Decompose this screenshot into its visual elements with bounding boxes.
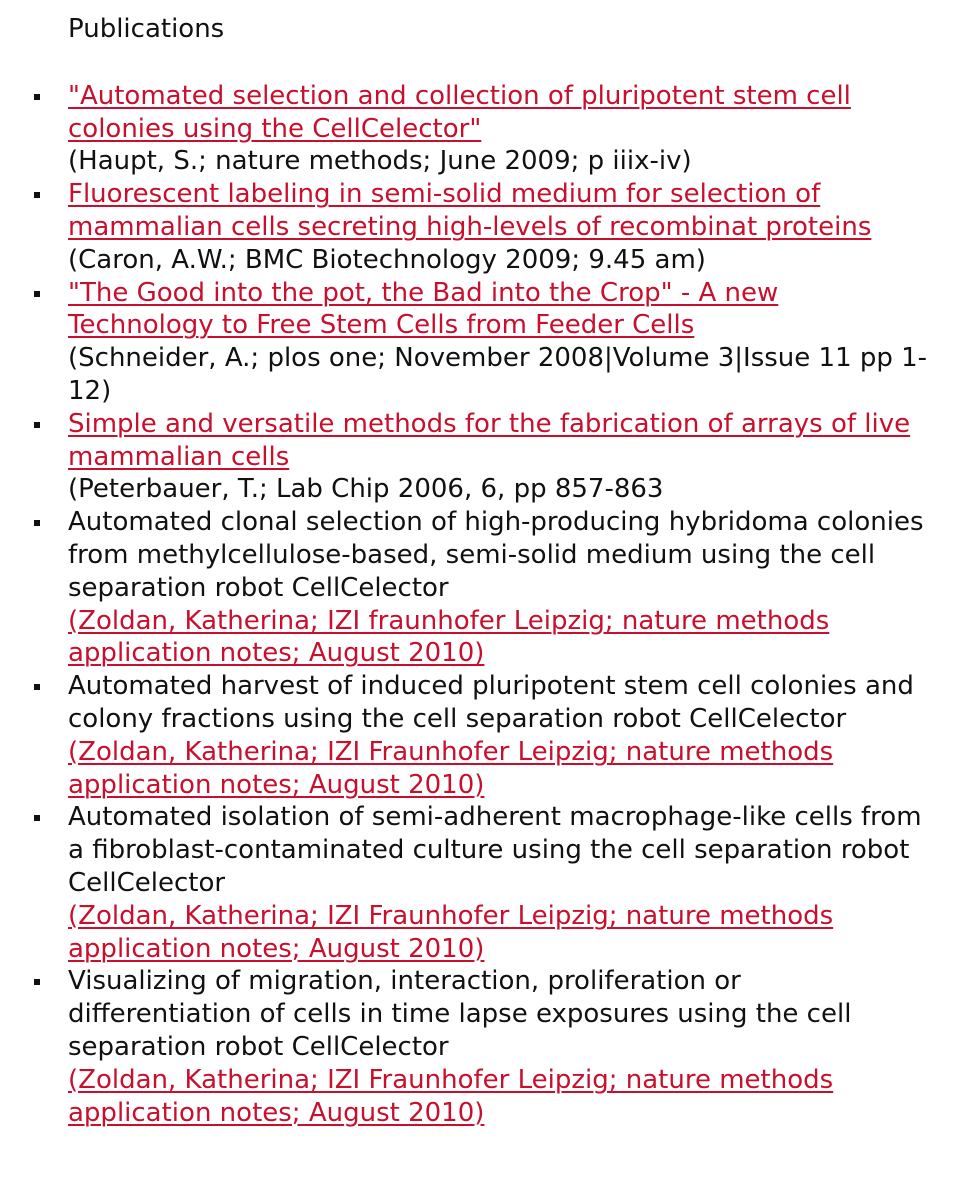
publication-citation-link[interactable]: (Zoldan, Katherina; IZI Fraunhofer Leipzig; nature methods application notes; August 2010) (68, 900, 834, 964)
publication-item (68, 801, 930, 965)
publication-item (68, 965, 930, 1129)
publication-title: Automated clonal selection of high-producing hybridoma colonies from methylcellulose-based, semi-solid medium using the cell separation robot CellCelector (68, 507, 924, 603)
publication-citation: (Haupt, S.; nature methods; June 2009; p iiix-iv) (68, 146, 692, 177)
publication-title-link[interactable]: Fluorescent labeling in semi-solid medium for selection of mammalian cells secreting high-levels of recombinat proteins (68, 179, 872, 242)
publication-citation: (Peterbauer, T.; Lab Chip 2006, 6, pp 857-863 (68, 474, 664, 505)
publication-title-link[interactable]: "The Good into the pot, the Bad into the Crop" - A new Technology to Free Stem Cells from Feeder Cells (68, 277, 779, 341)
publication-item (68, 670, 930, 801)
square-bullet-icon (34, 815, 40, 821)
publication-title: Visualizing of migration, interaction, proliferation or differentiation of cells in time lapse exposures using the cell separation robot CellCelector (68, 966, 852, 1062)
publication-title-link[interactable]: Simple and versatile methods for the fabrication of arrays of live mammalian cells (68, 408, 911, 472)
publication-citation: (Schneider, A.; plos one; November 2008|Volume 3|Issue 11 pp 1-12) (68, 343, 928, 406)
square-bullet-icon (34, 291, 40, 297)
square-bullet-icon (34, 192, 40, 198)
publication-title: Automated harvest of induced pluripotent stem cell colonies and colony fractions using the cell separation robot CellCelector (68, 671, 914, 734)
publication-item (68, 506, 930, 670)
publication-citation-link[interactable]: (Zoldan, Katherina; IZI Fraunhofer Leipzig; nature methods application notes; August 2010) (68, 736, 834, 800)
square-bullet-icon (34, 94, 40, 100)
publication-item (68, 178, 930, 276)
publication-citation: (Caron, A.W.; BMC Biotechnology 2009; 9.45 am) (68, 244, 706, 275)
publication-citation-link[interactable]: (Zoldan, Katherina; IZI fraunhofer Leipzig; nature methods application notes; August 2010) (68, 605, 830, 669)
publication-item (68, 80, 930, 178)
publication-item (68, 277, 930, 408)
square-bullet-icon (34, 520, 40, 526)
publication-list (68, 80, 930, 1130)
publication-citation-link[interactable]: (Zoldan, Katherina; IZI Fraunhofer Leipzig; nature methods application notes; August 2010) (68, 1064, 834, 1128)
publication-title: Automated isolation of semi-adherent macrophage-like cells from a fibroblast-contaminated culture using the cell separation robot CellCelector (68, 802, 922, 898)
publication-title-link[interactable]: "Automated selection and collection of pluripotent stem cell colonies using the CellCelector" (68, 80, 851, 144)
publication-item (68, 408, 930, 506)
page-heading: Publications (68, 14, 225, 44)
square-bullet-icon (34, 979, 40, 985)
square-bullet-icon (34, 684, 40, 690)
square-bullet-icon (34, 422, 40, 428)
